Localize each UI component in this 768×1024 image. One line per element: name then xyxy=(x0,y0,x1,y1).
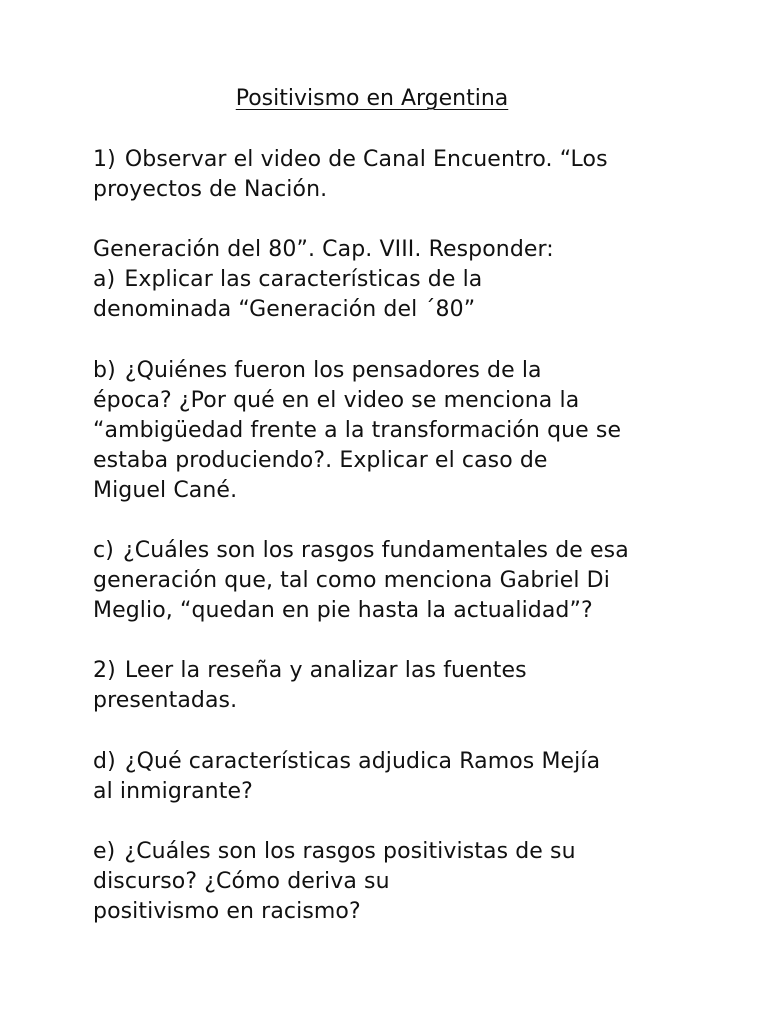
question-1-continuation xyxy=(93,235,713,265)
question-line xyxy=(93,536,713,566)
question-text: Meglio, “quedan en pie hasta la actualidad”? xyxy=(93,598,593,623)
question-2 xyxy=(93,656,713,716)
question-text: Observar el video de Canal Encuentro. “Los xyxy=(124,147,608,172)
question-text: Leer la reseña y analizar las fuentes xyxy=(124,658,527,683)
question-line xyxy=(93,837,713,867)
question-text: época? ¿Por qué en el video se menciona la xyxy=(93,388,580,413)
question-text: Explicar las características de la xyxy=(124,267,483,292)
question-text: proyectos de Nación. xyxy=(93,177,328,202)
question-text: “ambigüedad frente a la transformación que se xyxy=(93,418,622,443)
question-line xyxy=(93,265,713,295)
question-text: denominada “Generación del ´80” xyxy=(93,297,476,322)
question-text: generación que, tal como menciona Gabriel Di xyxy=(93,568,610,593)
question-text: presentadas. xyxy=(93,688,238,713)
question-1 xyxy=(93,145,713,205)
question-line xyxy=(93,356,713,386)
question-marker: 2) xyxy=(93,658,116,683)
question-text: ¿Cuáles son los rasgos positivistas de su xyxy=(124,839,576,864)
question-text: estaba produciendo?. Explicar el caso de xyxy=(93,448,548,473)
question-text: ¿Qué características adjudica Ramos Mejía xyxy=(124,749,601,774)
question-d xyxy=(93,747,713,807)
question-c xyxy=(93,536,713,626)
question-marker: d) xyxy=(93,749,116,774)
question-marker: e) xyxy=(93,839,116,864)
question-text: Miguel Cané. xyxy=(93,478,238,503)
question-text: ¿Quiénes fueron los pensadores de la xyxy=(124,358,542,383)
document-title: Positivismo en Argentina xyxy=(235,86,509,111)
question-marker: a) xyxy=(93,267,116,292)
question-e xyxy=(93,837,713,927)
question-marker: c) xyxy=(93,538,114,563)
question-text: positivismo en racismo? xyxy=(93,899,361,924)
question-text: al inmigrante? xyxy=(93,779,253,804)
question-b xyxy=(93,356,713,506)
question-line xyxy=(93,145,713,175)
question-text: Generación del 80”. Cap. VIII. Responder: xyxy=(93,237,554,262)
question-line xyxy=(93,747,713,777)
question-a xyxy=(93,265,713,325)
question-marker: 1) xyxy=(93,147,116,172)
question-marker: b) xyxy=(93,358,116,383)
question-text: ¿Cuáles son los rasgos fundamentales de esa xyxy=(122,538,629,563)
question-line xyxy=(93,656,713,686)
question-text: discurso? ¿Cómo deriva su xyxy=(93,869,390,894)
